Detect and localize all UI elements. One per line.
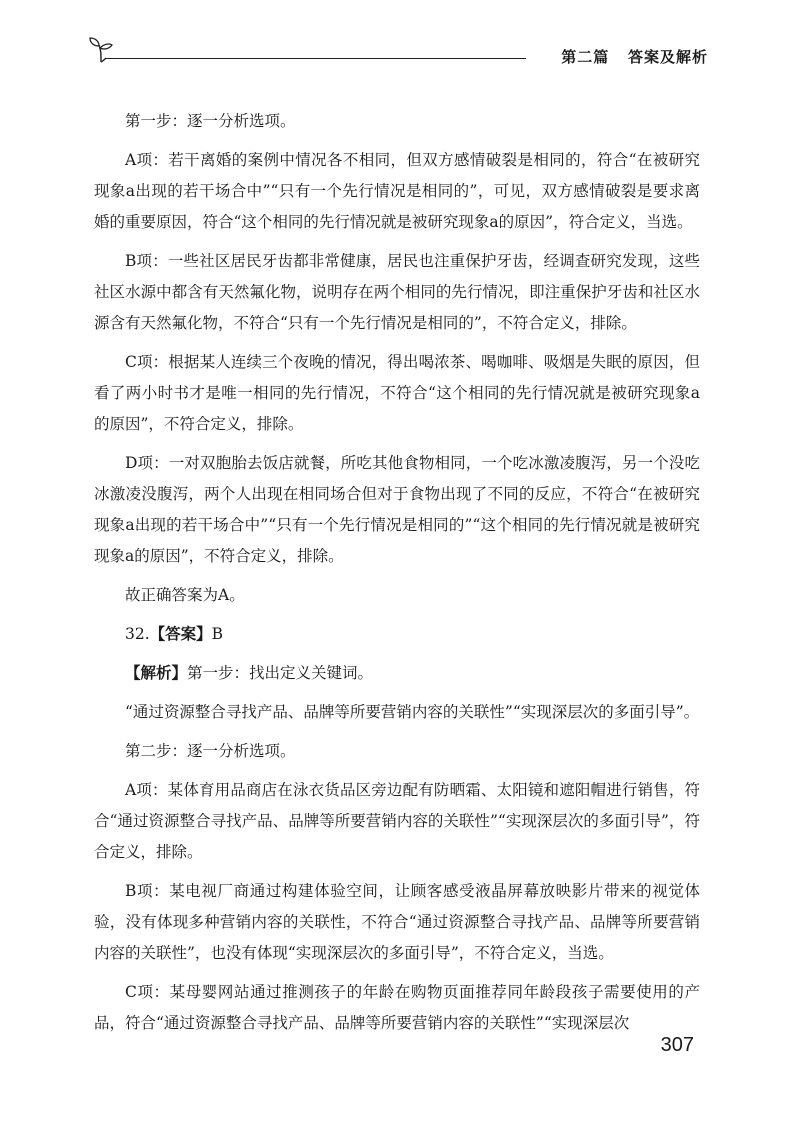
paragraph-conclusion: 故正确答案为A。: [125, 586, 245, 604]
paragraph-32-option-b: B项：某电视厂商通过构建体验空间，让顾客感受液晶屏幕放映影片带来的视觉体验，没有体现多种营销内容的关联性，不符合“通过资源整合寻找产品、品牌等所要营销内容的关联性”，也没有体现“实现深层次的多面引导”，不符合定义，当选。: [94, 882, 700, 962]
page-body: [94, 106, 700, 1039]
paragraph-option-d: D项：一对双胞胎去饭店就餐，所吃其他食物相同，一个吃冰激凌腹泻，另一个没吃冰激凌没腹泻，两个人出现在相同场合但对于食物出现了不同的反应，不符合“在被研究现象a出现的若干场合中”“只有一个先行情况是相同的”“这个相同的先行情况就是被研究现象a的原因”，不符合定义，排除。: [94, 454, 700, 565]
analysis-line: [94, 658, 700, 689]
paragraph-option-a: A项：若干离婚的案例中情况各不相同，但双方感情破裂是相同的，符合“在被研究现象a出现的若干场合中”“只有一个先行情况是相同的”，可见，双方感情破裂是要求离婚的重要原因，符合“这个相同的先行情况就是被研究现象a的原因”，符合定义，当选。: [94, 151, 700, 231]
paragraph-32-option-c: C项：某母婴网站通过推测孩子的年龄在购物页面推荐同年龄段孩子需要使用的产品，符合“通过资源整合寻找产品、品牌等所要营销内容的关联性”“实现深层次: [94, 983, 700, 1032]
answer-value: B: [211, 625, 224, 643]
answer-line: [94, 619, 700, 650]
paragraph-option-c: C项：根据某人连续三个夜晚的情况，得出喝浓茶、喝咖啡、吸烟是失眠的原因，但看了两小时书才是唯一相同的先行情况，不符合“这个相同的先行情况就是被研究现象a的原因”，不符合定义，排除。: [94, 353, 700, 433]
paragraph-32-option-a: A项：某体育用品商店在泳衣货品区旁边配有防晒霜、太阳镜和遮阳帽进行销售，符合“通过资源整合寻找产品、品牌等所要营销内容的关联性”“实现深层次的多面引导”，符合定义，排除。: [94, 781, 700, 861]
analysis-text: 第一步：找出定义关键词。: [187, 664, 374, 682]
answer-label: 【答案】: [149, 625, 212, 643]
paragraph-keywords: “通过资源整合寻找产品、品牌等所要营销内容的关联性”“实现深层次的多面引导”。: [125, 703, 700, 721]
question-number: 32.: [125, 625, 150, 643]
header-title: [561, 46, 708, 67]
sprout-icon: [88, 36, 114, 64]
header-chapter-title: 答案及解析: [627, 48, 708, 66]
header-rule: [106, 58, 526, 59]
paragraph-option-b: B项：一些社区居民牙齿都非常健康，居民也注重保护牙齿，经调查研究发现，这些社区水源中都含有天然氟化物，说明存在两个相同的先行情况，即注重保护牙齿和社区水源含有天然氟化物，不符合“只有一个先行情况是相同的”，不符合定义，排除。: [94, 252, 700, 332]
analysis-label: 【解析】: [125, 664, 188, 682]
page-number: 307: [660, 1034, 694, 1056]
header-section: 第二篇: [561, 48, 610, 66]
page-header: [88, 36, 708, 76]
paragraph-step-two: 第二步：逐一分析选项。: [125, 742, 296, 760]
paragraph-step-one: 第一步：逐一分析选项。: [125, 112, 296, 130]
